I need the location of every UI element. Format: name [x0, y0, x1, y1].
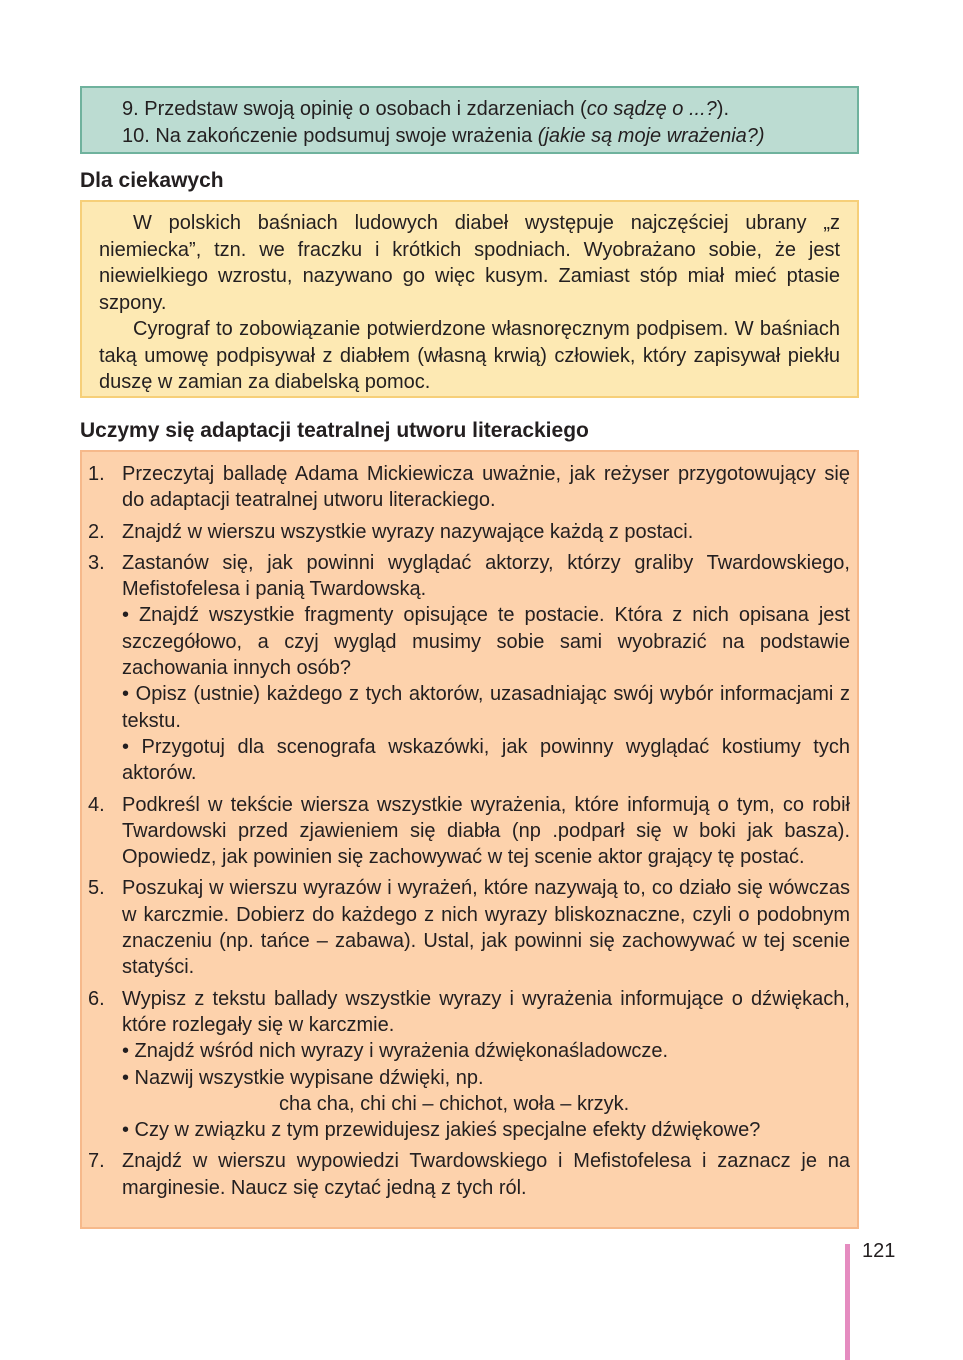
page-number: 121	[862, 1240, 896, 1262]
item-bullet: • Opisz (ustnie) każdego z tych aktorów, uzasadniając swój wybór informacjami z tekstu.	[122, 683, 850, 732]
item-number: 7.	[88, 1150, 105, 1173]
item-text: Zastanów się, jak powinni wyglądać aktorzy, którzy graliby Twardowskiego, Mefistofelesa i panią Twardowską.	[122, 551, 850, 601]
example-line: cha cha, chi chi – chichot, woła – krzyk.	[279, 1092, 630, 1115]
item-bullet: • Nazwij wszystkie wypisane dźwięki, np.	[122, 1066, 484, 1089]
list-item	[82, 792, 850, 871]
item-bullet: • Czy w związku z tym przewidujesz jakieś specjalne efekty dźwiękowe?	[122, 1119, 761, 1142]
list-item	[82, 875, 850, 980]
item-text: Przeczytaj balladę Adama Mickiewicza uważnie, jak reżyser przygotowujący się do adaptacji teatralnej utworu literackiego.	[122, 463, 850, 512]
list-item	[82, 550, 850, 787]
item-10: 10. Na zakończenie podsumuj swoje wrażenia (jakie są moje wrażenia?)	[122, 125, 765, 147]
item-number: 2.	[88, 520, 105, 543]
item-number: 5.	[88, 877, 105, 900]
item-9: 9. Przedstaw swoją opinię o osobach i zdarzeniach (co sądzę o ...?).	[122, 98, 729, 120]
summary-box	[80, 86, 859, 154]
list-item	[82, 461, 850, 514]
item-number: 6.	[88, 987, 105, 1010]
curious-paragraph-2: Cyrograf to zobowiązanie potwierdzone własnoręcznym podpisem. W baśniach taką umowę podpisywał z diabłem (własną krwią) człowiek, który zapisywał piekłu duszę w zamian za diabelską pomoc.	[99, 318, 840, 393]
list-item	[82, 519, 850, 545]
item-bullet: • Znajdź wśród nich wyrazy i wyrażenia dźwiękonaśladowcze.	[122, 1040, 669, 1063]
item-text: Wypisz z tekstu ballady wszystkie wyrazy i wyrażenia informujące o dźwiękach, które rozlegały się w karczmie.	[122, 987, 850, 1036]
item-number: 4.	[88, 793, 105, 816]
adaptation-heading: Uczymy się adaptacji teatralnej utworu literackiego	[80, 419, 589, 442]
task-list	[80, 450, 859, 1229]
curious-paragraph-1: W polskich baśniach ludowych diabeł występuje najczęściej ubrany „z niemiecka”, tzn. we fraczku i krótkich spodniach. Wyobrażano sobie, że jest niewielkiego wzrostu, nazywano go więc kusym. Zamiast stóp miał mieć ptasie szpony.	[99, 212, 840, 314]
margin-bar	[845, 1244, 850, 1360]
list-item	[82, 986, 850, 1144]
item-text: Podkreśl w tekście wiersza wszystkie wyrażenia, które informują o tym, co robił Twardowski przed zjawieniem się diabła (np .podparł się w boki jak basza). Opowiedz, jak powinien się zachowywać w tej scenie aktor grający tę postać.	[122, 793, 850, 869]
item-bullet: • Przygotuj dla scenografa wskazówki, jak powinny wyglądać kostiumy tych aktorów.	[122, 735, 850, 785]
item-text: Znajdź w wierszu wypowiedzi Twardowskiego i Mefistofelesa i zaznacz je na marginesie. Naucz się czytać jedną z tych ról.	[122, 1150, 850, 1199]
item-number: 1.	[88, 463, 105, 485]
item-number: 3.	[88, 551, 105, 574]
curious-heading: Dla ciekawych	[80, 169, 224, 192]
list-item	[82, 1148, 850, 1201]
item-text: Poszukaj w wierszu wyrazów i wyrażeń, które nazywają to, co działo się wówczas w karczmie. Dobierz do każdego z nich wyrazy bliskoznaczne, czyli o podobnym znaczeniu (np. tańce – zabawa). Ustal, jak powinni się zachowywać w tej scenie statyści.	[122, 877, 850, 979]
item-bullet: • Znajdź wszystkie fragmenty opisujące te postacie. Która z nich opisana jest szczegółowo, a czyj wygląd musimy sobie sami wyobrazić na podstawie zachowania innych osób?	[122, 604, 850, 680]
curious-box	[80, 200, 859, 398]
item-text: Znajdź w wierszu wszystkie wyrazy nazywające każdą z postaci.	[122, 520, 694, 543]
